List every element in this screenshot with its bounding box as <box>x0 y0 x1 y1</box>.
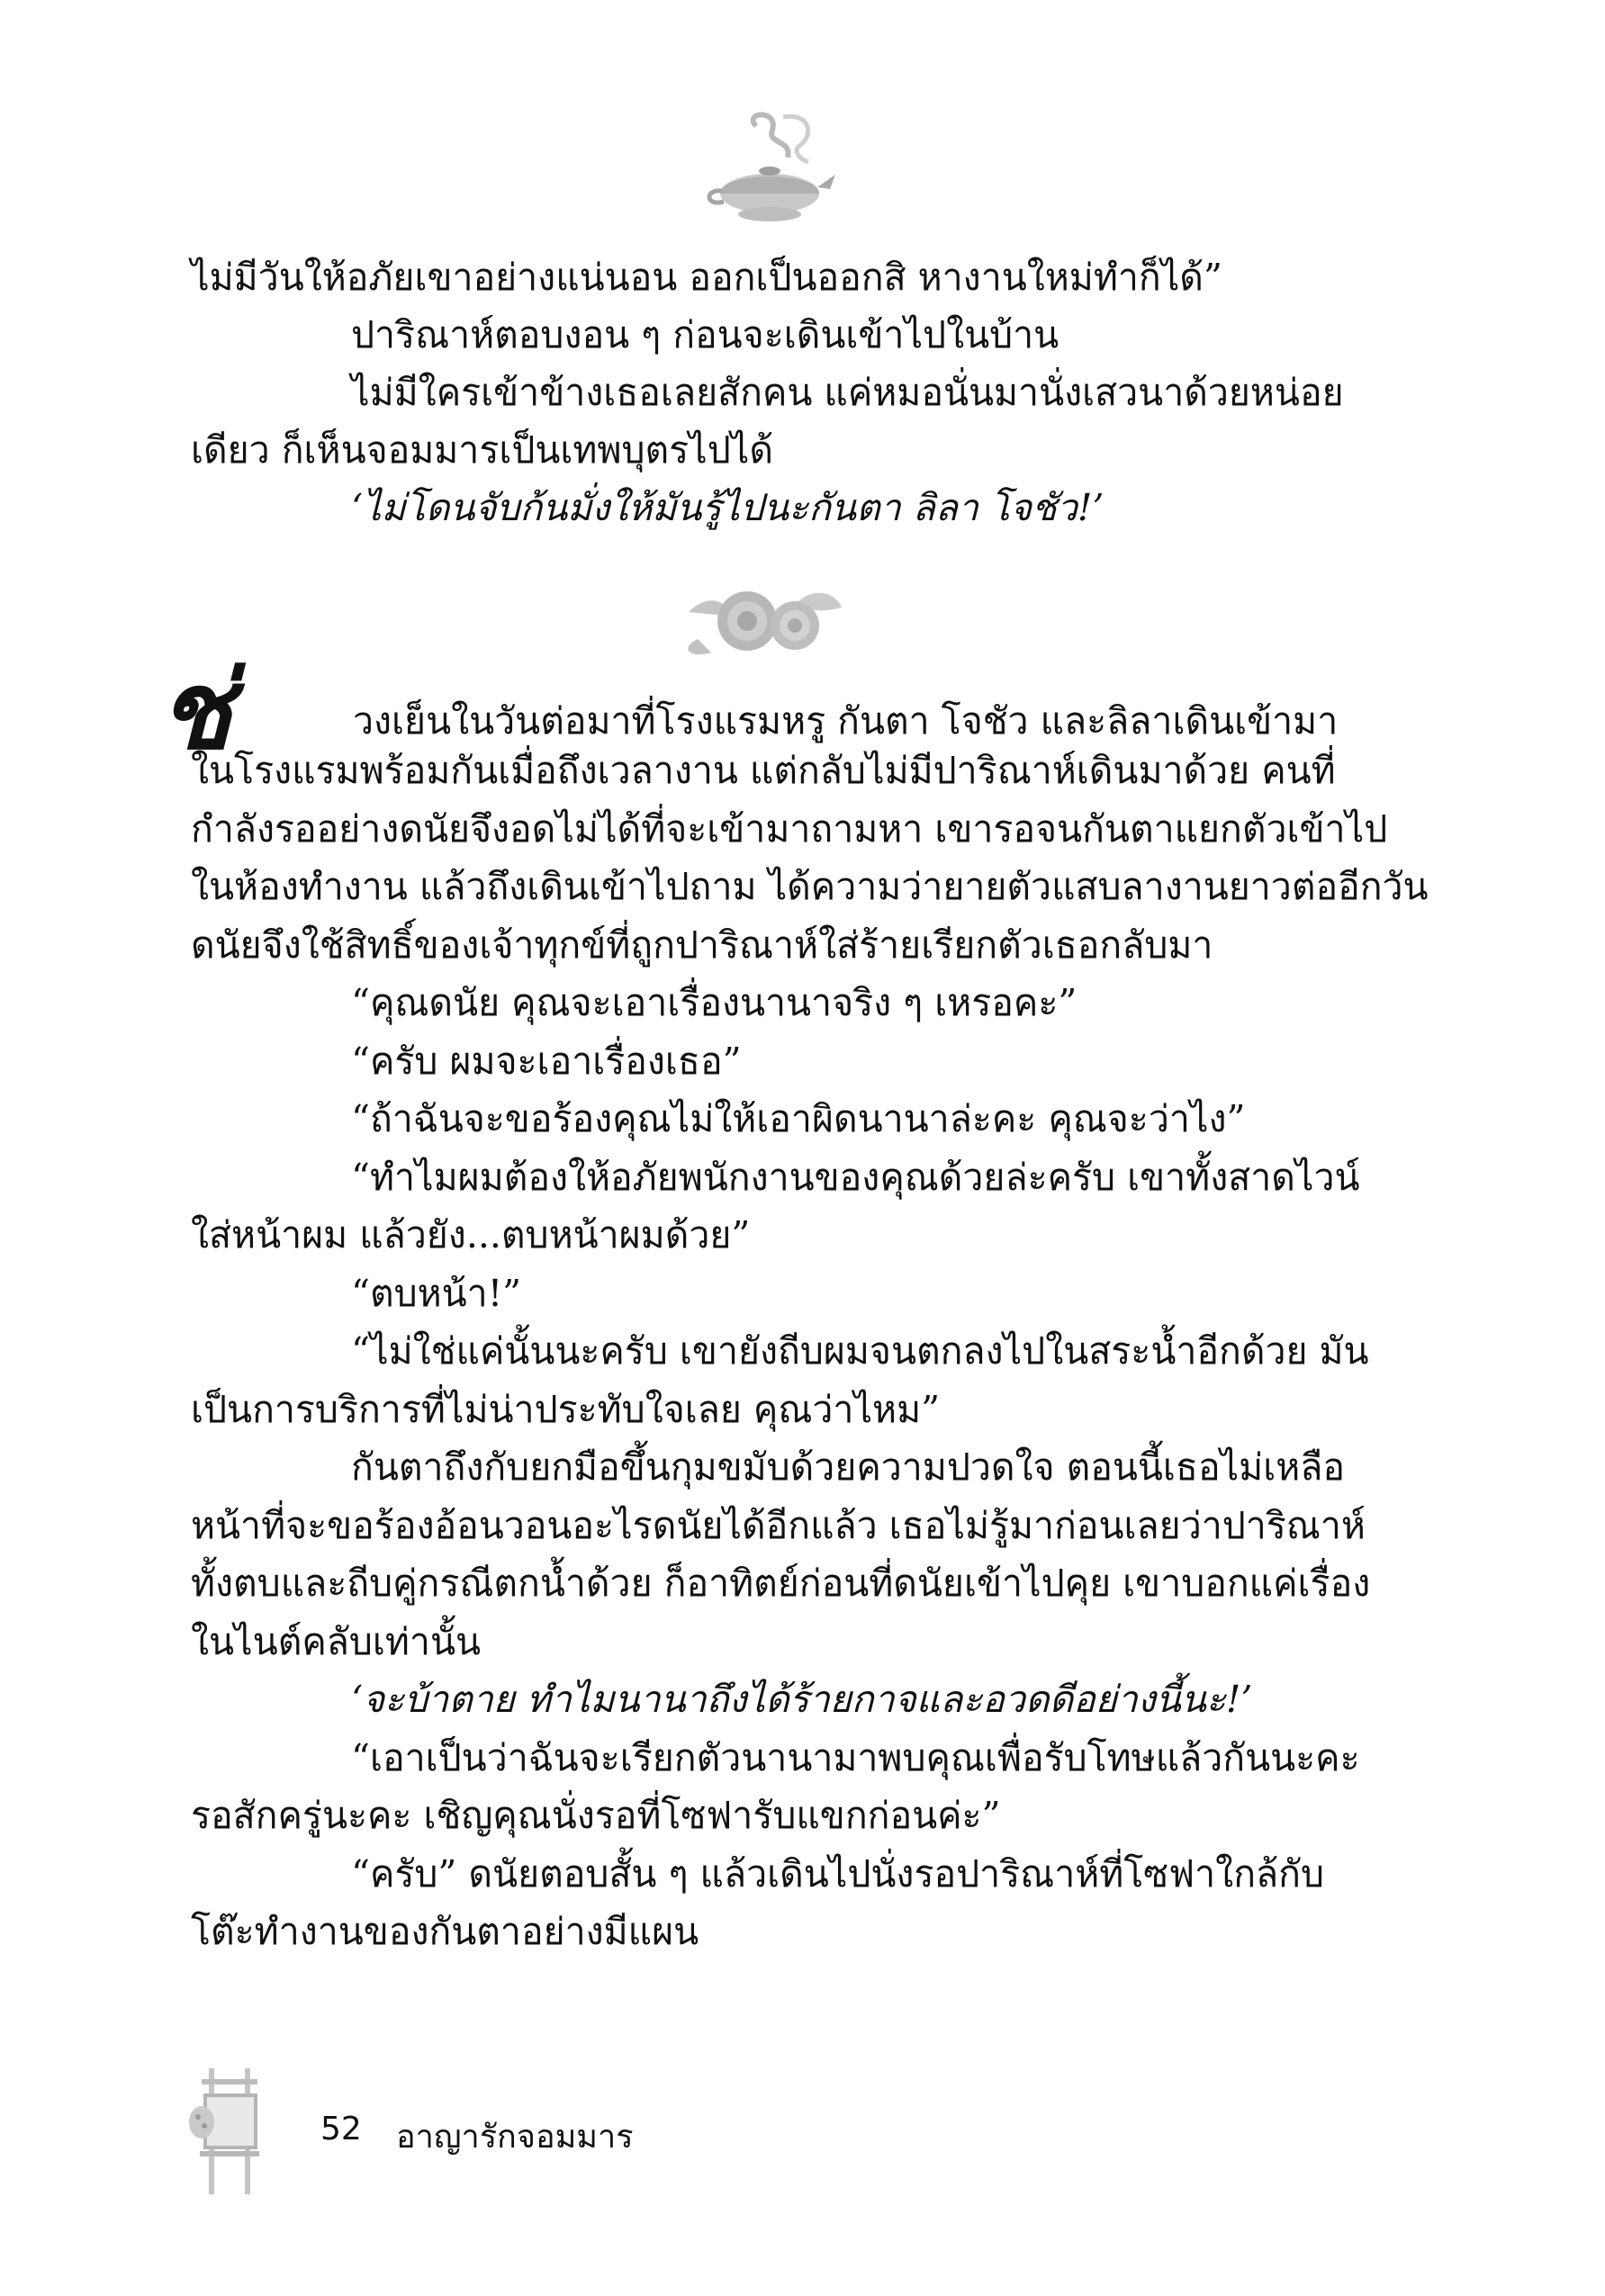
text-line: “ไม่ใช่แค่นั้นนะครับ เขายังถีบผมจนตกลงไปในสระน้ำอีกด้วย มัน <box>351 1329 1369 1373</box>
top-text-block <box>191 254 1397 542</box>
text-line: “ครับ” ดนัยตอบสั้น ๆ แล้วเดินไปนั่งรอปาริณาห์ที่โซฟาใกล้กับ <box>351 1851 1324 1895</box>
text-line: ในห้องทำงาน แล้วถึงเดินเข้าไปถาม ได้ความว่ายายตัวแสบลางานยาวต่ออีกวัน <box>191 865 1429 908</box>
drop-cap: ช่ <box>158 647 232 774</box>
text-line: โต๊ะทำงานของกันตาอย่างมีแผน <box>191 1910 699 1953</box>
text-line: “ตบหน้า!” <box>351 1271 522 1315</box>
text-line: ใส่หน้าผม แล้วยัง...ตบหน้าผมด้วย” <box>191 1213 751 1256</box>
text-line: “เอาเป็นว่าฉันจะเรียกตัวนานามาพบคุณเพื่อรับโทษแล้วกันนะคะ <box>351 1735 1360 1779</box>
text-line: ปาริณาห์ตอบงอน ๆ ก่อนจะเดินเข้าไปในบ้าน <box>351 313 1059 356</box>
text-line: ทั้งตบและถีบคู่กรณีตกน้ำด้วย ก็อาทิตย์ก่อนที่ดนัยเข้าไปคุย เขาบอกแค่เรื่อง <box>191 1562 1371 1605</box>
text-line: รอสักครู่นะคะ เชิญคุณนั่งรอที่โซฟารับแขกก่อนค่ะ” <box>191 1794 1001 1837</box>
text-line: กำลังรออย่างดนัยจึงอดไม่ได้ที่จะเข้ามาถามหา เขารอจนกันตาแยกตัวเข้าไป <box>191 806 1388 851</box>
roses-icon <box>680 576 846 662</box>
text-line: “ครับ ผมจะเอาเรื่องเธอ” <box>351 1039 742 1083</box>
text-line: หน้าที่จะขอร้องอ้อนวอนอะไรดนัยได้อีกแล้ว เธอไม่รู้มาก่อนเลยว่าปาริณาห์ <box>191 1503 1366 1547</box>
easel-icon <box>189 2061 288 2196</box>
text-line: ในโรงแรมพร้อมกันเมื่อถึงเวลางาน แต่กลับไม่มีปาริณาห์เดินมาด้วย คนที่ <box>191 749 1336 792</box>
text-line: กันตาถึงกับยกมือขึ้นกุมขมับด้วยความปวดใจ ตอนนี้เธอไม่เหลือ <box>351 1445 1345 1489</box>
text-line: ไม่มีวันให้อภัยเขาอย่างแน่นอน ออกเป็นออกสิ หางานใหม่ทำก็ได้” <box>191 256 1222 299</box>
text-line: เป็นการบริการที่ไม่น่าประทับใจเลย คุณว่าไหม” <box>191 1387 941 1431</box>
text-line: เดียว ก็เห็นจอมมารเป็นเทพบุตรไปได้ <box>191 428 774 472</box>
text-line: “คุณดนัย คุณจะเอาเรื่องนานาจริง ๆ เหรอคะ” <box>351 981 1078 1024</box>
text-line: ไม่มีใครเข้าข้างเธอเลยสักคน แค่หมอนั่นมานั่งเสวนาด้วยหน่อย <box>351 371 1344 414</box>
text-line: ‘จะบ้าตาย ทำไมนานาถึงได้ร้ายกาจและอวดดีอย่างนี้นะ!’ <box>351 1678 1253 1721</box>
text-line: “ทำไมผมต้องให้อภัยพนักงานของคุณด้วยล่ะครับ เขาทั้งสาดไวน์ <box>351 1155 1360 1199</box>
body-text-block <box>191 747 1429 1989</box>
teapot-lamp-icon <box>702 108 837 230</box>
text-line: ‘ไม่โดนจับก้นมั่งให้มันรู้ไปนะกันตา ลิลา โจชัว!’ <box>351 486 1105 529</box>
page-number: 52 <box>320 2111 362 2147</box>
opening-line: วงเย็นในวันต่อมาที่โรงแรมหรู กันตา โจชัว และลิลาเดินเข้ามา <box>353 699 1339 743</box>
text-line: ดนัยจึงใช้สิทธิ์ของเจ้าทุกข์ที่ถูกปาริณาห์ใส่ร้ายเรียกตัวเธอกลับมา <box>191 923 1213 967</box>
book-title: อาญารักจอมมาร <box>396 2119 634 2156</box>
text-line: “ถ้าฉันจะขอร้องคุณไม่ให้เอาผิดนานาล่ะคะ คุณจะว่าไง” <box>351 1097 1246 1140</box>
text-line: ในไนต์คลับเท่านั้น <box>191 1619 482 1663</box>
